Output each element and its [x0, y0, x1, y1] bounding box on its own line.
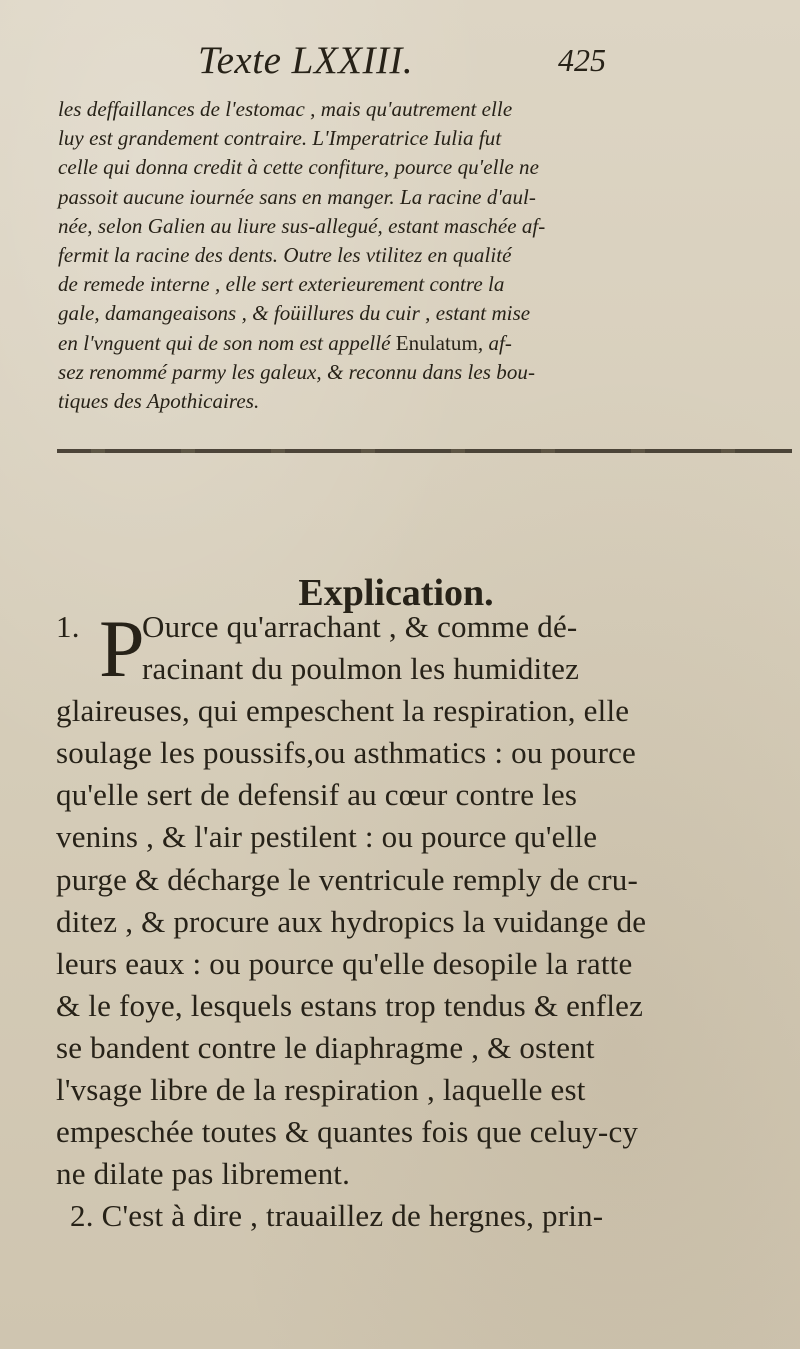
running-title: Texte LXXIII. — [198, 39, 414, 82]
italic-line: les deffaillances de l'estomac , mais qu'autrement elle — [58, 97, 513, 121]
paragraph-line: ditez , & procure aux hydropics la vuidange de — [56, 903, 647, 939]
italic-commentary — [58, 95, 778, 416]
italic-line: fermit la racine des dents. Outre les vtilitez en qualité — [58, 243, 512, 268]
italic-line: celle qui donna credit à cette confiture, pource qu'elle ne — [58, 155, 539, 180]
italic-line: née, selon Galien au liure sus-allegué, estant maschée af- — [58, 213, 546, 238]
drop-cap: P — [99, 603, 145, 694]
paragraph-first-line: Ource qu'arrachant , & comme dé- — [142, 609, 578, 644]
italic-line: sez renommé parmy les galeux, & reconnu dans les bou- — [58, 359, 536, 384]
italic-line-end: , af- — [477, 330, 512, 355]
italic-line: gale, damangeaisons , & foüillures du cuir , estant mise — [58, 301, 531, 326]
paragraph-line: soulage les poussifs,ou asthmatics : ou pource — [56, 735, 637, 771]
paragraph-two-start: 2. C'est à dire , trauaillez de hergnes, prin- — [70, 1198, 604, 1234]
paragraph-line: ne dilate pas librement. — [56, 1156, 351, 1192]
enulatum-term: Enulatum — [395, 330, 478, 355]
paragraph-second-line: racinant du poulmon les humiditez — [142, 651, 580, 687]
italic-line: tiques des Apothicaires. — [58, 389, 260, 414]
italic-line: luy est grandement contraire. L'Imperatrice Iulia fut — [58, 126, 502, 151]
paragraph-line: empeschée toutes & quantes fois que celuy-cy — [56, 1114, 639, 1150]
paragraph-line: l'vsage libre de la respiration , laquelle est — [56, 1072, 586, 1108]
paragraph-line: purge & décharge le ventricule remply de cru- — [56, 861, 638, 897]
paragraph-line: venins , & l'air pestilent : ou pource qu'elle — [56, 819, 598, 855]
explication-text — [56, 603, 786, 1237]
italic-line: de remede interne , elle sert exterieurement contre la — [58, 272, 505, 297]
page-header — [198, 38, 606, 84]
decorative-rule — [57, 449, 792, 453]
paragraph-line: se bandent contre le diaphragme , & ostent — [56, 1029, 595, 1065]
section-title: Explication. — [298, 572, 494, 615]
italic-line-with-term — [58, 329, 778, 358]
paragraph-line: & le foye, lesquels estans trop tendus & enflez — [56, 987, 644, 1023]
paragraph-line: glaireuses, qui empeschent la respiration, elle — [56, 693, 630, 729]
paragraph-line: qu'elle sert de defensif au cœur contre les — [56, 777, 578, 813]
paragraph-line: leurs eaux : ou pource qu'elle desopile la ratte — [56, 945, 633, 981]
italic-line-start: en l'vnguent qui de son nom est appellé — [58, 330, 391, 355]
italic-line: passoit aucune iournée sans en manger. La racine d'aul- — [58, 184, 536, 209]
paragraph-number: 1. — [56, 609, 80, 644]
page-number: 425 — [558, 42, 606, 78]
